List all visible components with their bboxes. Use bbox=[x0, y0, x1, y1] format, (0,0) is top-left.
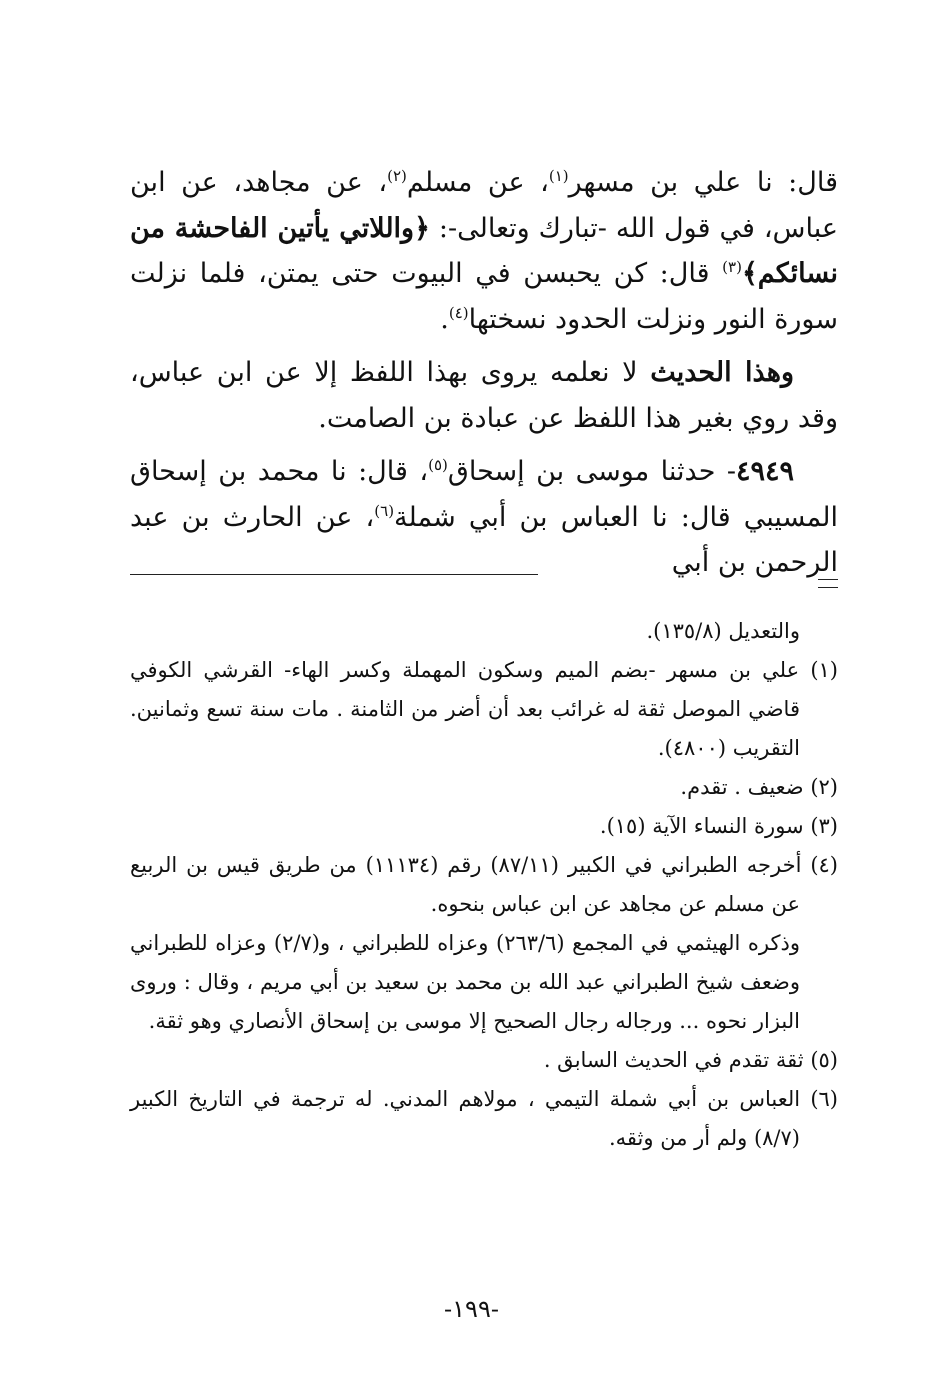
text-run: قال: كن يحبسن في البيوت حتى يمتن، فلما نزلت سورة النور ونزلت الحدود نسختها bbox=[130, 258, 838, 335]
text-run: قال: نا علي بن مسهر bbox=[568, 167, 838, 198]
footnote-ref: (٢) bbox=[387, 167, 407, 185]
footnote-4-continued: وذكره الهيثمي في المجمع (٢٦٣/٦) وعزاه للطبراني ، و(٢/٧) وعزاه للطبراني وضعف شيخ الطبراني عبد الله بن محمد بن سعيد بن أبي مريم ، وقال : وروى البزار نحوه ... ورجاله رجال الصحيح إلا موسى بن إسحاق الأنصاري وهو ثقة. bbox=[130, 931, 800, 1033]
paragraph-narration bbox=[130, 160, 838, 342]
paragraph-hadith bbox=[130, 449, 838, 586]
text-run: ، قال: نا محمد بن إسحاق المسيبي قال: نا العباس بن أبي شملة bbox=[130, 456, 838, 533]
footnote-ref: (٣) bbox=[722, 258, 742, 276]
main-text bbox=[130, 160, 838, 586]
bold-lead: وهذا الحديث bbox=[650, 357, 794, 388]
footnote-6: (٦) العباس بن أبي شملة التيمي ، مولاهم المدني. له ترجمة في التاريخ الكبير (٨/٧) ولم أر من وثقه. bbox=[130, 1087, 838, 1150]
footnote-5: (٥) ثقة تقدم في الحديث السابق . bbox=[543, 1048, 838, 1072]
quran-quote: ﴿واللاتي يأتين الفاحشة من نسائكم﴾ bbox=[130, 212, 838, 289]
text-run: - حدثنا موسى بن إسحاق bbox=[447, 456, 736, 487]
text-run: ، عن مسلم bbox=[406, 167, 549, 198]
footnote-separator bbox=[130, 574, 538, 575]
continuation-mark bbox=[818, 579, 838, 588]
hadith-number: ٤٩٤٩ bbox=[736, 456, 795, 487]
footnote-2: (٢) ضعيف . تقدم. bbox=[680, 775, 838, 799]
footnote-3: (٣) سورة النساء الآية (١٥). bbox=[599, 814, 838, 838]
page-number: -١٩٩- bbox=[444, 1295, 499, 1323]
text-run: ، عن مجاهد، عن ابن عباس، في قول الله -تبارك وتعالى-: bbox=[130, 167, 838, 244]
footnotes bbox=[130, 612, 838, 1158]
footnote-1: (١) علي بن مسهر -بضم الميم وسكون المهملة وكسر الهاء- القرشي الكوفي قاضي الموصل ثقة له غرائب بعد أن أضر من الثامنة . مات سنة تسع وثمانين. التقريب (٤٨٠٠). bbox=[130, 658, 838, 760]
footnote-ref: (١) bbox=[548, 167, 569, 185]
text-run: ، عن الحارث بن عبد الرحمن بن أبي bbox=[130, 501, 838, 578]
footnote-ref: (٤) bbox=[448, 303, 469, 322]
footnote-4: (٤) أخرجه الطبراني في الكبير (٨٧/١١) رقم (١١١٣٤) من طريق قيس بن الربيع عن مسلم عن مجاهد عن ابن عباس بنحوه. bbox=[130, 853, 838, 916]
text-run: لا نعلمه يروى بهذا اللفظ إلا عن ابن عباس، وقد روي بغير هذا اللفظ عن عبادة بن الصامت. bbox=[130, 357, 838, 434]
footnote-carryover: والتعديل (١٣٥/٨). bbox=[646, 619, 800, 643]
footnote-ref: (٥) bbox=[428, 456, 448, 474]
footnote-ref: (٦) bbox=[374, 501, 395, 520]
text-run: . bbox=[440, 303, 449, 335]
paragraph-commentary bbox=[130, 350, 838, 441]
